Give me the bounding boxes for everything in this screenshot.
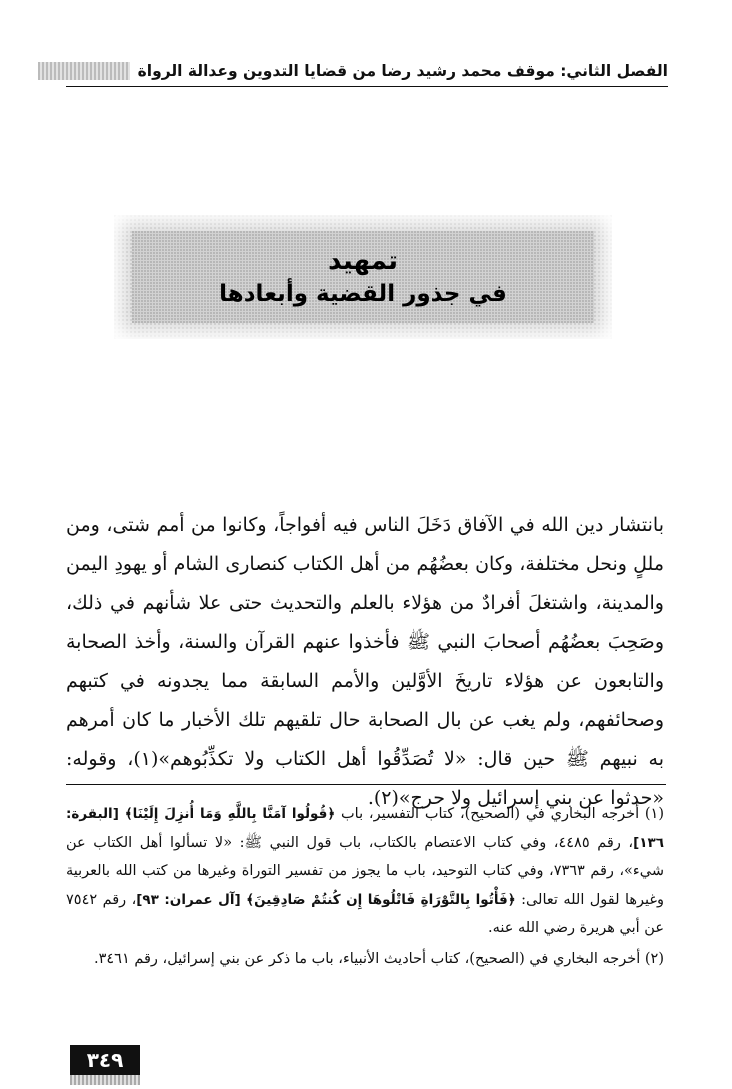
page-number: ٣٤٩ [70, 1045, 140, 1075]
running-header [66, 56, 668, 87]
footnote-1-text-b: ، رقم ٤٤٨٥، وفي كتاب الاعتصام بالكتاب، باب قول النبي ﷺ: «لا تسألوا أهل الكتاب عن شيء»، رقم ٧٣٦٣، وفي كتاب التوحيد، باب ما يجوز من تفسير التوراة وغيرها من كتب الله بالعربية وغيرها لقول الله تعالى: [66, 834, 664, 908]
footnote-1-text-a: (١) أخرجه البخاري في (الصحيح)، كتاب التفسير، باب [335, 806, 665, 822]
footnote-1-quran-a: ﴿قُولُوا آمَنَّا بِاللَّهِ وَمَا أُنزِلَ إِلَيْنَا﴾ [البقرة: ١٣٦] [66, 806, 664, 851]
running-header-title: الفصل الثاني: موقف محمد رشيد رضا من قضايا التدوين وعدالة الرواة [137, 62, 668, 80]
body-paragraph: بانتشار دين الله في الآفاق دَخَلَ الناس فيه أفواجاً، وكانوا من أمم شتى، ومن مللٍ ونحل مختلفة، وكان بعضُهُم من أهل الكتاب كنصارى الشام أو يهودِ اليمن والمدينة، واشتغلَ أفرادٌ من هؤلاء بالعلم والتحديث حتى علا شأنهم في ذلك، وصَحِبَ بعضُهُم أصحابَ النبي ﷺ فأخذوا عنهم القرآن والسنة، وأخذ الصحابة والتابعون عن هؤلاء تاريخَ الأوَّلين والأمم السابقة مما يجدونه في كتبهم وصحائفهم، ولم يغب عن بال الصحابة حال تلقيهم تلك الأخبار ما كان أمرهم به نبيهم ﷺ حين قال: «لا تُصَدِّقُوا أهل الكتاب ولا تكذِّبُوهم»(١)، وقوله: «حدثوا عن بني إسرائيل ولا حرج»(٢). [66, 514, 664, 809]
page-number-ornament [70, 1075, 140, 1085]
footnote-1-quran-b: ﴿فَأْتُوا بِالتَّوْرَاةِ فَاتْلُوهَا إِن كُنتُمْ صَادِقِينَ﴾ [آل عمران: ٩٣] [136, 891, 516, 908]
chapter-title: تمهيد [328, 246, 398, 276]
chapter-subtitle: في جذور القضية وأبعادها [219, 281, 507, 307]
footnote-2-text: (٢) أخرجه البخاري في (الصحيح)، كتاب أحاديث الأنبياء، باب ما ذكر عن بني إسرائيل، رقم ٣٤٦١. [93, 950, 664, 967]
footnote-2 [66, 945, 664, 974]
chapter-title-inner [132, 231, 594, 323]
footnotes [66, 800, 664, 975]
header-ornament [38, 62, 130, 80]
footnote-1-text-c: ، رقم ٧٥٤٢ عن أبي هريرة رضي الله عنه. [66, 891, 664, 936]
footnote-1 [66, 800, 664, 943]
footnote-divider [66, 784, 666, 785]
chapter-title-panel [114, 215, 612, 339]
